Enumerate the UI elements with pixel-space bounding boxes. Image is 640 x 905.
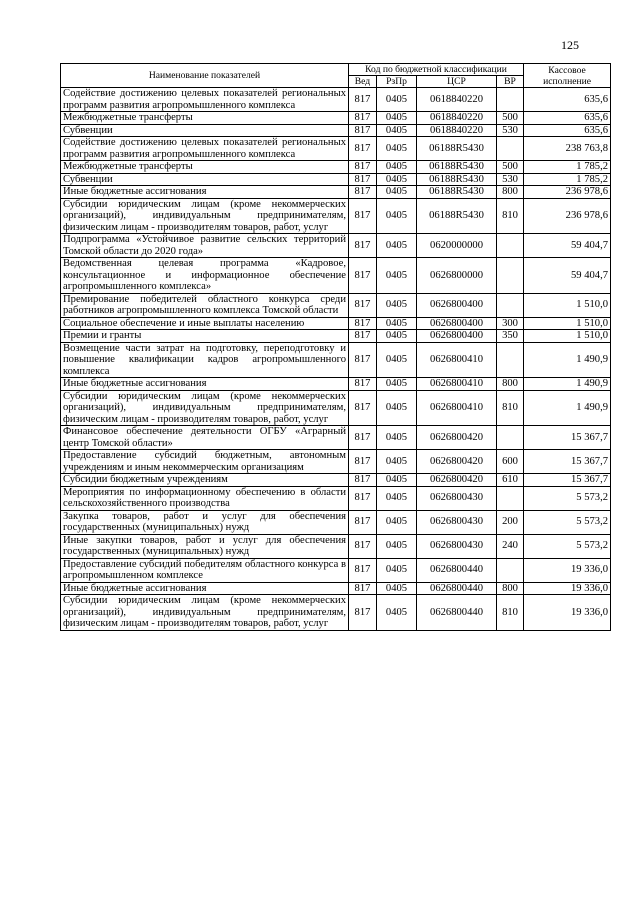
cell-ved: 817 [349,486,377,510]
cell-rzpr: 0405 [377,258,417,294]
cell-amount: 19 336,0 [524,582,611,595]
cell-csr: 0626800440 [417,558,497,582]
cell-csr: 06188R5430 [417,186,497,199]
cell-amount: 5 573,2 [524,486,611,510]
cell-amount: 1 785,2 [524,161,611,174]
cell-amount: 15 367,7 [524,450,611,474]
cell-rzpr: 0405 [377,173,417,186]
cell-amount: 635,6 [524,112,611,125]
cell-name: Иные бюджетные ассигнования [61,582,349,595]
cell-rzpr: 0405 [377,342,417,378]
table-row [61,486,611,510]
cell-ved: 817 [349,112,377,125]
cell-ved: 817 [349,342,377,378]
cell-csr: 0626800430 [417,510,497,534]
cell-csr: 06188R5430 [417,137,497,161]
cell-vr: 350 [497,330,524,343]
cell-ved: 817 [349,234,377,258]
cell-rzpr: 0405 [377,330,417,343]
cell-rzpr: 0405 [377,112,417,125]
table-row [61,137,611,161]
cell-name: Субсидии юридическим лицам (кроме некоммерческих организаций), индивидуальным предпринимателям, физическим лицам - производителям товаров, работ, услуг [61,390,349,426]
cell-csr: 06188R5430 [417,161,497,174]
cell-csr: 06188R5430 [417,173,497,186]
table-body [61,88,611,631]
cell-vr [497,137,524,161]
cell-ved: 817 [349,258,377,294]
table-row [61,124,611,137]
cell-amount: 1 490,9 [524,390,611,426]
header-name: Наименование показателей [61,64,349,88]
cell-csr: 0626800400 [417,330,497,343]
cell-amount: 19 336,0 [524,558,611,582]
table-row [61,595,611,631]
cell-amount: 635,6 [524,124,611,137]
cell-csr: 0626800430 [417,486,497,510]
cell-rzpr: 0405 [377,534,417,558]
cell-amount: 1 490,9 [524,378,611,391]
table-row [61,378,611,391]
cell-amount: 236 978,6 [524,198,611,234]
cell-ved: 817 [349,510,377,534]
table-row [61,293,611,317]
cell-csr: 0626800430 [417,534,497,558]
table-row [61,330,611,343]
cell-ved: 817 [349,198,377,234]
cell-name: Содействие достижению целевых показателей региональных программ развития агропромышленного комплекса [61,88,349,112]
header-amount: Кассовое исполнение [524,64,611,88]
table-row [61,534,611,558]
cell-amount: 635,6 [524,88,611,112]
table-row [61,161,611,174]
table-row [61,198,611,234]
header-ved: Вед [349,76,377,88]
cell-csr: 0626800440 [417,595,497,631]
cell-vr [497,234,524,258]
cell-name: Иные бюджетные ассигнования [61,378,349,391]
cell-vr [497,88,524,112]
table-row [61,88,611,112]
cell-rzpr: 0405 [377,186,417,199]
cell-ved: 817 [349,390,377,426]
cell-amount: 1 510,0 [524,293,611,317]
cell-vr: 800 [497,582,524,595]
cell-amount: 59 404,7 [524,234,611,258]
table-row [61,234,611,258]
cell-rzpr: 0405 [377,582,417,595]
table-row [61,342,611,378]
cell-csr: 0626800410 [417,390,497,426]
cell-name: Межбюджетные трансферты [61,112,349,125]
page-number: 125 [561,38,579,52]
cell-csr: 0620000000 [417,234,497,258]
cell-name: Иные закупки товаров, работ и услуг для обеспечения государственных (муниципальных) нужд [61,534,349,558]
cell-rzpr: 0405 [377,450,417,474]
cell-ved: 817 [349,330,377,343]
cell-vr [497,558,524,582]
cell-csr: 0626800410 [417,342,497,378]
cell-name: Межбюджетные трансферты [61,161,349,174]
cell-amount: 238 763,8 [524,137,611,161]
cell-rzpr: 0405 [377,161,417,174]
cell-ved: 817 [349,558,377,582]
cell-rzpr: 0405 [377,558,417,582]
cell-vr: 610 [497,474,524,487]
cell-amount: 5 573,2 [524,510,611,534]
table-row [61,112,611,125]
cell-name: Финансовое обеспечение деятельности ОГБУ «Аграрный центр Томской области» [61,426,349,450]
cell-amount: 15 367,7 [524,426,611,450]
table-row [61,450,611,474]
cell-rzpr: 0405 [377,486,417,510]
cell-csr: 0626800400 [417,293,497,317]
cell-name: Премирование победителей областного конкурса среди работников агропромышленного комплекса Томской области [61,293,349,317]
table-row [61,558,611,582]
table-header [61,64,611,88]
cell-amount: 1 785,2 [524,173,611,186]
cell-ved: 817 [349,378,377,391]
cell-ved: 817 [349,173,377,186]
cell-ved: 817 [349,474,377,487]
cell-amount: 19 336,0 [524,595,611,631]
cell-ved: 817 [349,293,377,317]
cell-vr: 530 [497,124,524,137]
cell-vr: 800 [497,186,524,199]
cell-ved: 817 [349,88,377,112]
table-row [61,173,611,186]
cell-csr: 0618840220 [417,124,497,137]
cell-ved: 817 [349,161,377,174]
cell-csr: 0618840220 [417,112,497,125]
cell-csr: 0626800440 [417,582,497,595]
table-row [61,317,611,330]
cell-vr [497,293,524,317]
cell-csr: 0626800000 [417,258,497,294]
header-code-group: Код по бюджетной классификации [349,64,524,76]
header-rzpr: РзПр [377,76,417,88]
header-csr: ЦСР [417,76,497,88]
cell-rzpr: 0405 [377,234,417,258]
cell-rzpr: 0405 [377,595,417,631]
cell-ved: 817 [349,317,377,330]
cell-ved: 817 [349,426,377,450]
budget-table [60,63,611,631]
cell-rzpr: 0405 [377,390,417,426]
table-row [61,582,611,595]
table-row [61,510,611,534]
cell-name: Социальное обеспечение и иные выплаты населению [61,317,349,330]
cell-name: Предоставление субсидий бюджетным, автономным учреждениям и иным некоммерческим организациям [61,450,349,474]
cell-amount: 5 573,2 [524,534,611,558]
table-row [61,258,611,294]
cell-vr [497,258,524,294]
cell-amount: 1 510,0 [524,330,611,343]
cell-vr: 500 [497,161,524,174]
cell-name: Иные бюджетные ассигнования [61,186,349,199]
cell-csr: 0626800420 [417,450,497,474]
cell-rzpr: 0405 [377,88,417,112]
cell-amount: 15 367,7 [524,474,611,487]
cell-rzpr: 0405 [377,474,417,487]
cell-csr: 0626800400 [417,317,497,330]
cell-rzpr: 0405 [377,317,417,330]
table-row [61,390,611,426]
cell-vr: 530 [497,173,524,186]
cell-name: Мероприятия по информационному обеспечению в области сельскохозяйственного производства [61,486,349,510]
cell-vr: 240 [497,534,524,558]
cell-rzpr: 0405 [377,426,417,450]
cell-rzpr: 0405 [377,124,417,137]
cell-csr: 0626800410 [417,378,497,391]
table-row [61,474,611,487]
cell-name: Закупка товаров, работ и услуг для обеспечения государственных (муниципальных) нужд [61,510,349,534]
cell-vr: 300 [497,317,524,330]
cell-rzpr: 0405 [377,198,417,234]
cell-ved: 817 [349,534,377,558]
cell-name: Премии и гранты [61,330,349,343]
cell-name: Субсидии юридическим лицам (кроме некоммерческих организаций), индивидуальным предпринимателям, физическим лицам - производителям товаров, работ, услуг [61,198,349,234]
cell-vr: 810 [497,198,524,234]
table-row [61,426,611,450]
cell-name: Ведомственная целевая программа «Кадровое, консультационное и информационное обеспечение агропромышленного комплекса» [61,258,349,294]
cell-ved: 817 [349,450,377,474]
cell-vr: 810 [497,390,524,426]
cell-vr [497,486,524,510]
cell-csr: 0626800420 [417,426,497,450]
cell-rzpr: 0405 [377,137,417,161]
cell-rzpr: 0405 [377,510,417,534]
cell-amount: 59 404,7 [524,258,611,294]
cell-ved: 817 [349,124,377,137]
cell-vr [497,342,524,378]
cell-ved: 817 [349,595,377,631]
cell-vr: 500 [497,112,524,125]
cell-name: Субвенции [61,124,349,137]
cell-vr [497,426,524,450]
cell-name: Содействие достижению целевых показателей региональных программ развития агропромышленного комплекса [61,137,349,161]
cell-csr: 0626800420 [417,474,497,487]
cell-rzpr: 0405 [377,378,417,391]
cell-amount: 1 490,9 [524,342,611,378]
cell-vr: 200 [497,510,524,534]
cell-amount: 1 510,0 [524,317,611,330]
cell-name: Возмещение части затрат на подготовку, переподготовку и повышение квалификации кадров агропромышленного комплекса [61,342,349,378]
table-row [61,186,611,199]
header-vr: ВР [497,76,524,88]
cell-amount: 236 978,6 [524,186,611,199]
cell-vr: 810 [497,595,524,631]
cell-csr: 0618840220 [417,88,497,112]
cell-name: Субсидии юридическим лицам (кроме некоммерческих организаций), индивидуальным предпринимателям, физическим лицам - производителям товаров, работ, услуг [61,595,349,631]
cell-name: Субвенции [61,173,349,186]
cell-ved: 817 [349,186,377,199]
cell-rzpr: 0405 [377,293,417,317]
cell-name: Субсидии бюджетным учреждениям [61,474,349,487]
cell-csr: 06188R5430 [417,198,497,234]
cell-vr: 800 [497,378,524,391]
cell-name: Предоставление субсидий победителям областного конкурса в агропромышленном комплексе [61,558,349,582]
cell-ved: 817 [349,137,377,161]
cell-ved: 817 [349,582,377,595]
cell-name: Подпрограмма «Устойчивое развитие сельских территорий Томской области до 2020 года» [61,234,349,258]
cell-vr: 600 [497,450,524,474]
